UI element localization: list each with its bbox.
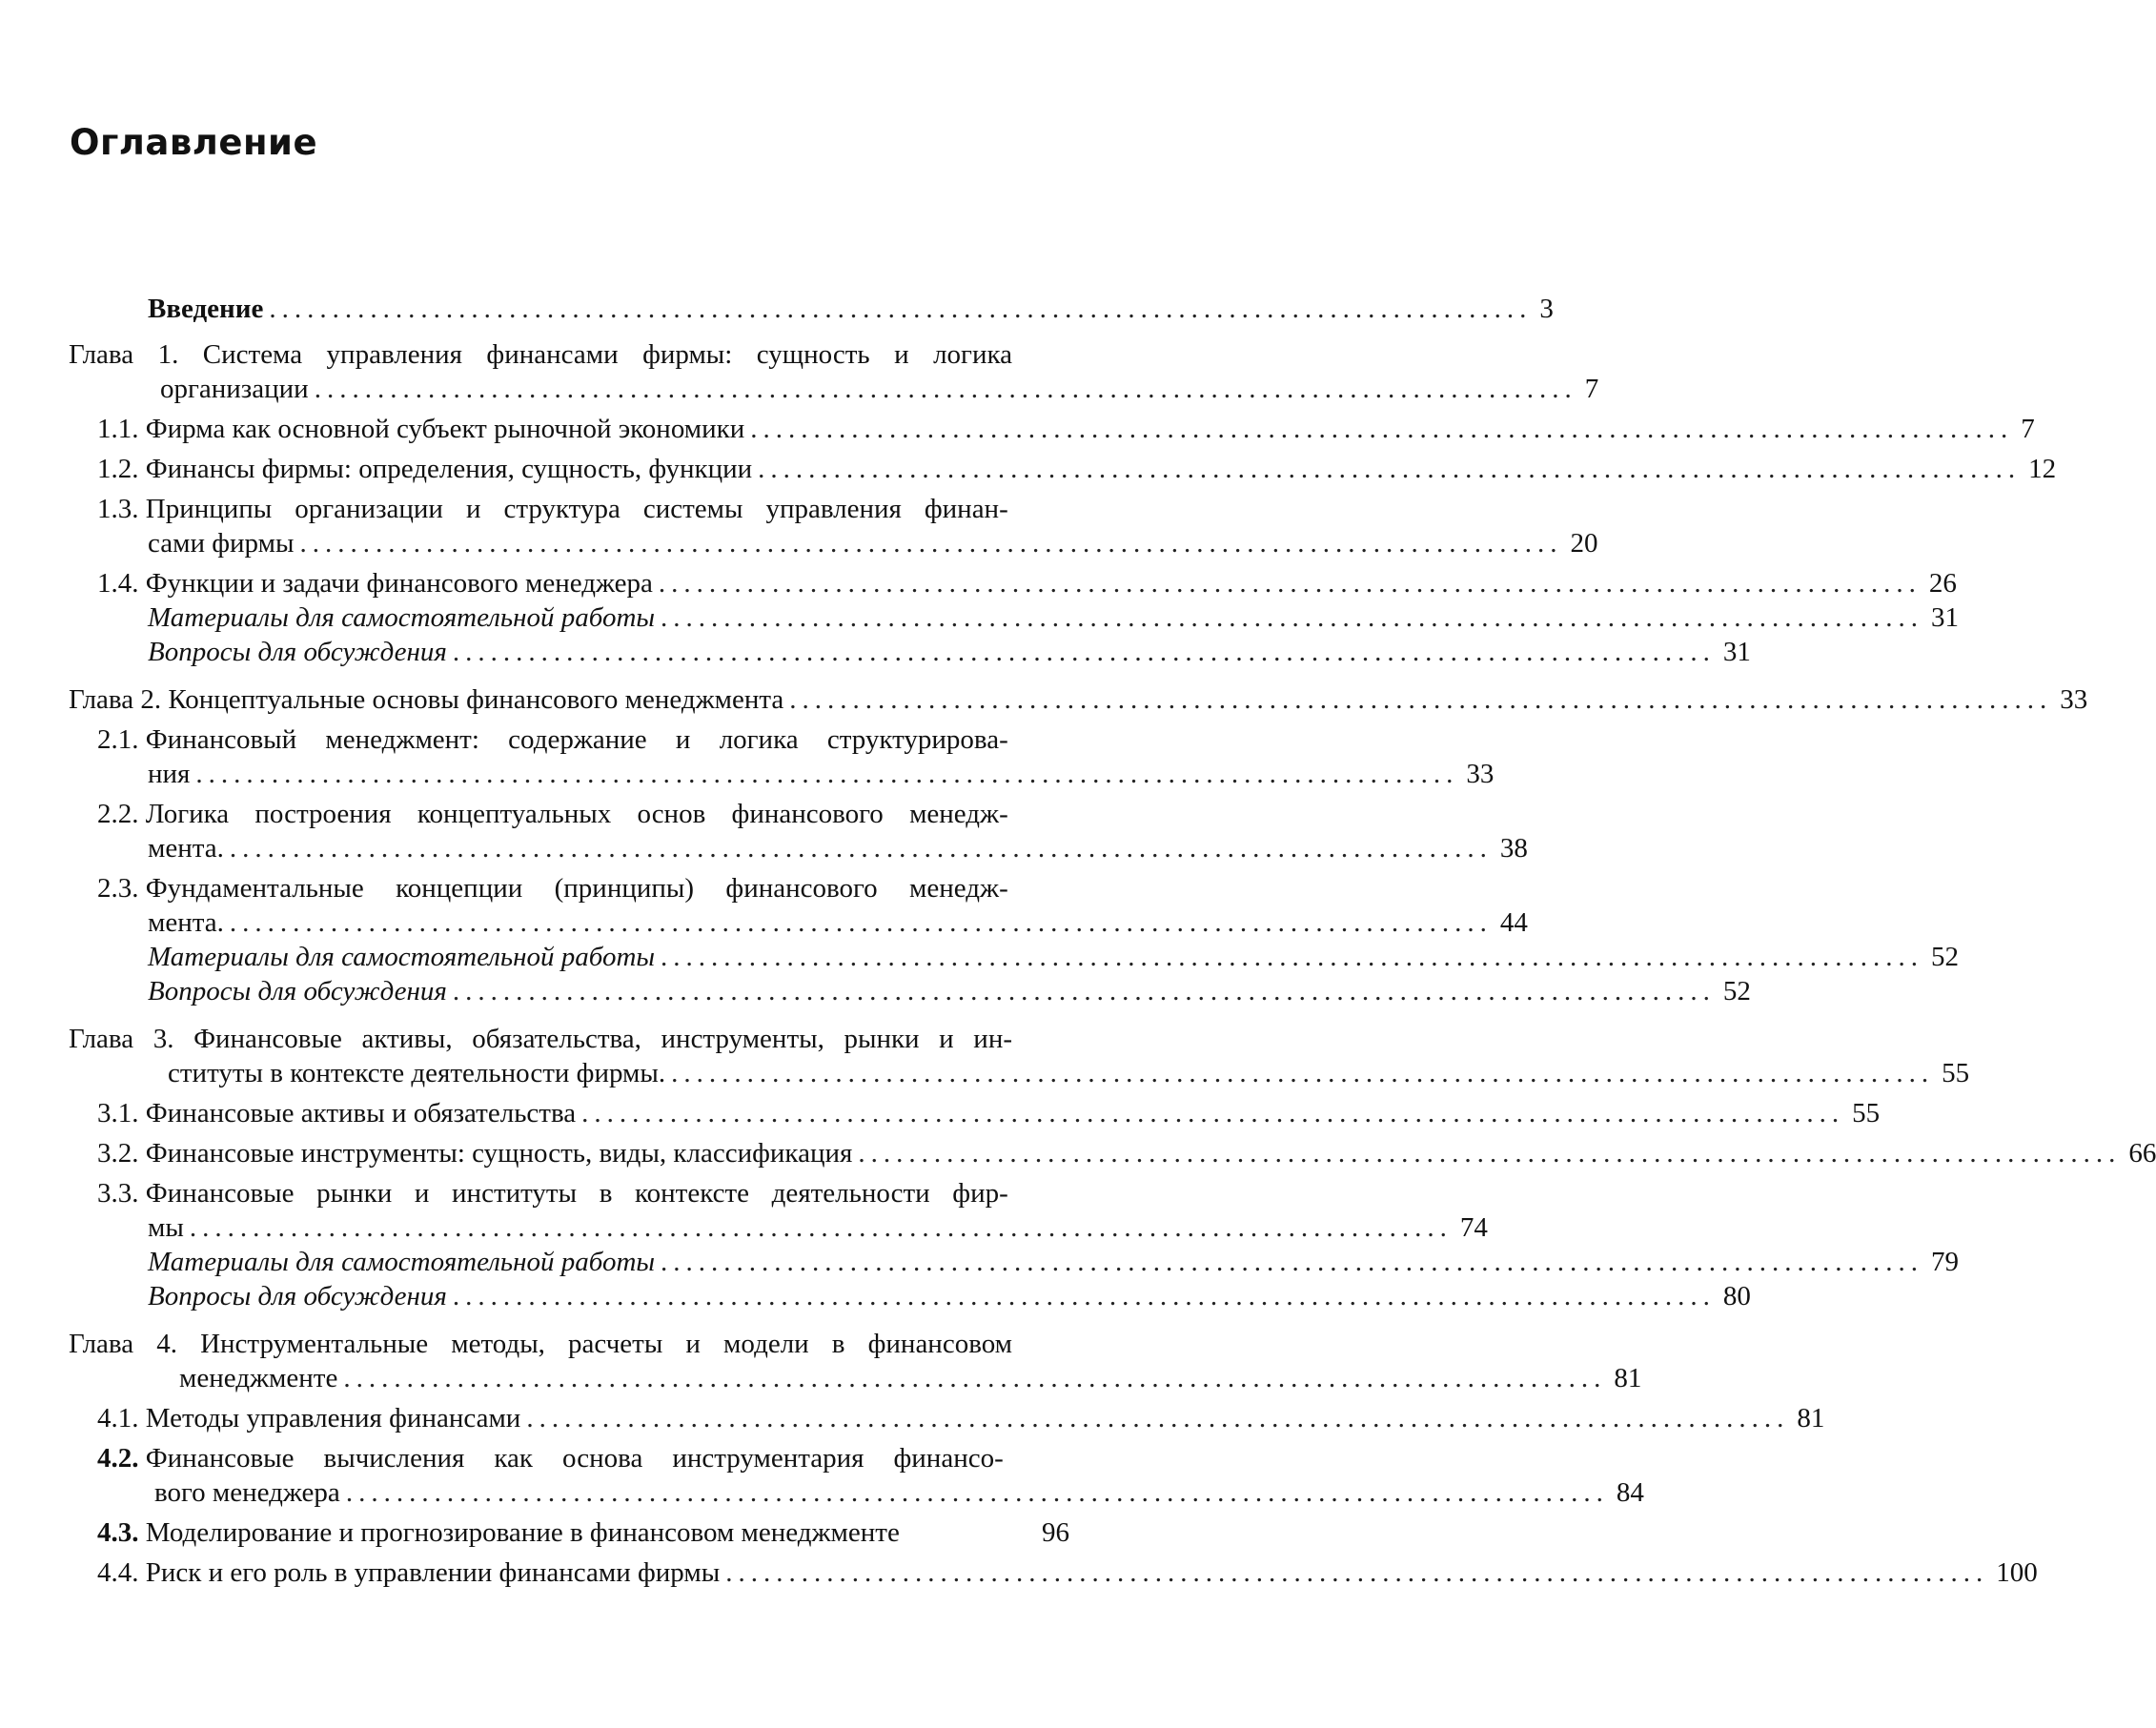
toc-entry-materials-1[interactable]: [69, 600, 1960, 635]
toc-label: Функции и задачи финансового менеджера: [145, 568, 653, 599]
toc-label-continuation: вого менеджера: [154, 1477, 340, 1508]
toc-label: Финансовый менеджмент: содержание и логика структурирова-: [145, 724, 1008, 755]
toc-label: Фирма как основной субъект рыночной экономики: [145, 414, 745, 444]
leader-dots: ....................................................................................................: [725, 1557, 1989, 1588]
toc-section-number: 4.1.: [97, 1403, 139, 1433]
toc-section-number: 4.2.: [97, 1443, 139, 1474]
leader-dots: ....................................................................................................: [750, 414, 2014, 444]
toc-entry-section-1-2[interactable]: [69, 452, 2057, 486]
toc-section-number: 1.3.: [97, 494, 139, 524]
toc-label: Вопросы для обсуждения: [148, 1281, 447, 1311]
leader-dots: ....................................................................................................: [189, 1212, 1453, 1243]
page-title: Оглавление: [70, 122, 318, 163]
toc-page-number: 12: [2028, 454, 2057, 484]
leader-dots: ....................................................................................................: [269, 294, 1533, 324]
toc-label: Глава 3. Финансовые активы, обязательства, инструменты, рынки и ин-: [69, 1024, 1012, 1054]
toc-section-number: 1.2.: [97, 454, 139, 484]
toc-section-number: 3.2.: [97, 1138, 139, 1169]
toc-section-number: 2.2.: [97, 799, 139, 829]
toc-section-number: 3.1.: [97, 1098, 139, 1128]
toc-label: Введение: [148, 294, 264, 324]
toc-page-number: 100: [1996, 1557, 2038, 1588]
toc-section-number: 2.3.: [97, 873, 139, 904]
toc-label: Глава 4. Инструментальные методы, расчеты и модели в финансовом: [69, 1329, 1012, 1359]
toc-label: Вопросы для обсуждения: [148, 976, 447, 1006]
toc-page-number: 52: [1722, 976, 1751, 1006]
toc-label: Финансовые рынки и институты в контексте деятельности фир-: [145, 1178, 1008, 1209]
leader-dots: ....................................................................................................: [658, 568, 1922, 599]
toc-label: Принципы организации и структура системы управления финан-: [145, 494, 1008, 524]
toc-page-number: 96: [1042, 1517, 1069, 1548]
toc-page-number: 33: [2060, 684, 2088, 715]
toc-entry-questions-2[interactable]: [69, 974, 1751, 1008]
toc-label: Материалы для самостоятельной работы: [148, 942, 656, 972]
toc-page-number: 52: [1931, 942, 1960, 972]
toc-page-number: 31: [1722, 637, 1751, 667]
leader-dots: ....................................................................................................: [314, 374, 1577, 404]
toc-entry-materials-2[interactable]: [69, 940, 1960, 974]
toc-entry-section-3-1[interactable]: [69, 1096, 1881, 1130]
toc-section-number: 2.1.: [97, 724, 139, 755]
toc-page-number: 7: [1584, 374, 1599, 404]
toc-label: Моделирование и прогнозирование в финансовом менеджменте: [145, 1517, 900, 1548]
toc-label-continuation: ституты в контексте деятельности фирмы.: [168, 1058, 666, 1088]
toc-page-number: 55: [1942, 1058, 1970, 1088]
toc-entry-section-4-2[interactable]: [69, 1441, 1644, 1510]
toc-label: Финансовые активы и обязательства: [145, 1098, 577, 1128]
toc-label: Фундаментальные концепции (принципы) финансового менедж-: [145, 873, 1008, 904]
toc-label: Глава 2. Концептуальные основы финансового менеджмента: [69, 684, 784, 715]
leader-dots: ....................................................................................................: [343, 1363, 1607, 1393]
leader-dots: ....................................................................................................: [789, 684, 2053, 715]
toc-entry-section-2-1[interactable]: [69, 722, 1495, 791]
leader-dots: ....................................................................................................: [299, 528, 1563, 559]
toc-page-number: 81: [1614, 1363, 1642, 1393]
toc-label: Финансы фирмы: определения, сущность, функции: [145, 454, 753, 484]
leader-dots: ....................................................................................................: [452, 976, 1716, 1006]
toc-entry-section-4-4[interactable]: [69, 1555, 2038, 1590]
toc-entry-chapter-4[interactable]: [69, 1327, 1642, 1395]
toc-label: Финансовые вычисления как основа инструментария финансо-: [145, 1443, 1004, 1474]
toc-page-number: 26: [1928, 568, 1957, 599]
toc-page-number: 7: [2021, 414, 2035, 444]
toc-page-number: 66: [2128, 1138, 2156, 1169]
toc-page-number: 44: [1499, 907, 1528, 938]
toc-page-number: 31: [1931, 602, 1960, 633]
toc-entry-section-4-3[interactable]: [69, 1515, 1069, 1550]
table-of-contents: [69, 292, 2156, 1590]
toc-section-number: 3.3.: [97, 1178, 139, 1209]
toc-label: Материалы для самостоятельной работы: [148, 1247, 656, 1277]
leader-dots: ....................................................................................................: [758, 454, 2022, 484]
leader-dots: ....................................................................................................: [452, 637, 1716, 667]
toc-label-continuation: менеджменте: [179, 1363, 338, 1393]
toc-section-number: 1.1.: [97, 414, 139, 444]
toc-entry-questions-1[interactable]: [69, 635, 1751, 669]
toc-entry-section-1-1[interactable]: [69, 412, 2035, 446]
toc-entry-questions-3[interactable]: [69, 1279, 1751, 1313]
toc-entry-intro[interactable]: [69, 292, 1554, 326]
leader-dots: ....................................................................................................: [526, 1403, 1790, 1433]
toc-page-number: 38: [1499, 833, 1528, 864]
toc-entry-chapter-1[interactable]: [69, 337, 1599, 406]
toc-label: Глава 1. Система управления финансами фирмы: сущность и логика: [69, 339, 1012, 370]
leader-dots: ....................................................................................................: [229, 907, 1493, 938]
toc-label-continuation: ния: [148, 759, 191, 789]
leader-dots: ....................................................................................................: [671, 1058, 1935, 1088]
toc-label-continuation: мы: [148, 1212, 184, 1243]
toc-page-number: 81: [1797, 1403, 1825, 1433]
leader-dots: ....................................................................................................: [661, 602, 1924, 633]
leader-dots: ....................................................................................................: [581, 1098, 1845, 1128]
toc-section-number: 4.3.: [97, 1517, 139, 1548]
toc-page-number: 20: [1570, 528, 1598, 559]
toc-label: Финансовые инструменты: сущность, виды, классификация: [145, 1138, 853, 1169]
toc-entry-section-1-4[interactable]: [69, 566, 1957, 600]
toc-page-number: 33: [1466, 759, 1495, 789]
toc-page-number: 80: [1722, 1281, 1751, 1311]
toc-label: Логика построения концептуальных основ финансового менедж-: [145, 799, 1008, 829]
toc-entry-materials-3[interactable]: [69, 1245, 1960, 1279]
toc-label: Материалы для самостоятельной работы: [148, 602, 656, 633]
toc-entry-section-4-1[interactable]: [69, 1401, 1825, 1435]
toc-section-number: 1.4.: [97, 568, 139, 599]
leader-dots: ....................................................................................................: [452, 1281, 1716, 1311]
toc-entry-section-3-3[interactable]: [69, 1176, 1488, 1245]
toc-entry-section-2-2[interactable]: [69, 797, 1528, 865]
toc-label: Вопросы для обсуждения: [148, 637, 447, 667]
toc-entry-section-2-3[interactable]: [69, 871, 1528, 940]
toc-label: Риск и его роль в управлении финансами фирмы: [145, 1557, 721, 1588]
toc-entry-section-1-3[interactable]: [69, 492, 1598, 560]
toc-label-continuation: мента.: [148, 907, 224, 938]
toc-label-continuation: мента.: [148, 833, 224, 864]
toc-entry-chapter-3[interactable]: [69, 1022, 1970, 1090]
leader-dots: ....................................................................................................: [661, 942, 1924, 972]
toc-section-number: 4.4.: [97, 1557, 139, 1588]
toc-entry-chapter-2[interactable]: [69, 682, 2088, 717]
leader-dots: ....................................................................................................: [229, 833, 1493, 864]
leader-dots: ....................................................................................................: [858, 1138, 2122, 1169]
leader-dots: ....................................................................................................: [661, 1247, 1924, 1277]
toc-label-continuation: организации: [160, 374, 309, 404]
toc-page-number: 3: [1539, 294, 1554, 324]
toc-label: Методы управления финансами: [145, 1403, 521, 1433]
toc-entry-section-3-2[interactable]: [69, 1136, 2156, 1170]
toc-page-number: 79: [1931, 1247, 1960, 1277]
toc-label-continuation: сами фирмы: [148, 528, 295, 559]
leader-dots: ....................................................................................................: [345, 1477, 1609, 1508]
toc-page-number: 84: [1616, 1477, 1644, 1508]
toc-page-number: 55: [1852, 1098, 1881, 1128]
leader-dots: ....................................................................................................: [195, 759, 1459, 789]
toc-page-number: 74: [1459, 1212, 1488, 1243]
